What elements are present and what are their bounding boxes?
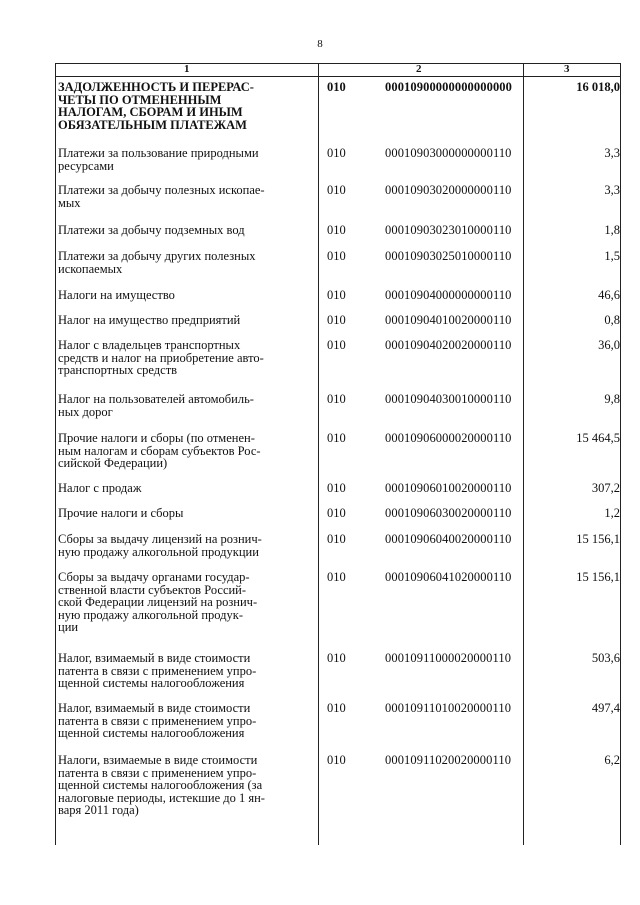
row-admin-code: 010 [327,183,346,197]
row-name: Налог, взимаемый в виде стоимости патента в связи с применением упро- щенной системы налогообложения [58,651,257,690]
row-admin-code: 010 [327,338,346,352]
row-admin-code: 010 [327,651,346,665]
row-budget-code: 00010911010020000110 [385,701,512,715]
row-budget-code: 00010903020000000110 [385,183,512,197]
row-admin-code: 010 [327,532,346,546]
row-name: Налог на пользователей автомобиль- ных дорог [58,392,254,419]
row-amount: 3,3 [604,183,620,197]
row-admin-code: 010 [327,570,346,584]
row-admin-code: 010 [327,392,346,406]
row-amount: 16 018,0 [576,80,620,94]
row-budget-code: 00010903000000000110 [385,146,512,160]
revenue-table [55,63,620,817]
row-admin-code: 010 [327,431,346,445]
header-col-3: 3 [564,63,570,75]
table-border-right [620,63,621,845]
row-budget-code: 00010904030010000110 [385,392,512,406]
row-name: Налоги, взимаемые в виде стоимости патента в связи с применением упро- щенной системы налогообложения (за налоговые периоды, истекшие до 1 ян- варя 2011 года) [58,753,265,817]
row-admin-code: 010 [327,506,346,520]
row-name: Сборы за выдачу лицензий на рознич- ную продажу алкогольной продукции [58,532,262,559]
row-name: Прочие налоги и сборы [58,506,184,520]
row-amount: 0,8 [604,313,620,327]
column-divider-2 [523,63,524,845]
row-amount: 3,3 [604,146,620,160]
row-budget-code: 00010906010020000110 [385,481,512,495]
row-budget-code: 00010906041020000110 [385,570,512,584]
table-border-left [55,63,56,845]
row-budget-code: 00010906040020000110 [385,532,512,546]
row-amount: 6,2 [604,753,620,767]
row-admin-code: 010 [327,313,346,327]
row-budget-code: 00010904010020000110 [385,313,512,327]
row-budget-code: 00010903025010000110 [385,249,512,263]
row-name: Налог с продаж [58,481,142,495]
row-admin-code: 010 [327,288,346,302]
row-name: ЗАДОЛЖЕННОСТЬ И ПЕРЕРАС- ЧЕТЫ ПО ОТМЕНЕННЫМ НАЛОГАМ, СБОРАМ И ИНЫМ ОБЯЗАТЕЛЬНЫМ ПЛАТЕЖАМ [58,80,254,132]
row-name: Прочие налоги и сборы (по отменен- ным налогам и сборам субъектов Рос- сийской Федерации) [58,431,261,470]
row-budget-code: 00010911020020000110 [385,753,512,767]
row-admin-code: 010 [327,481,346,495]
header-col-1: 1 [184,63,190,75]
row-name: Налоги на имущество [58,288,175,302]
row-name: Платежи за пользование природными ресурсами [58,146,259,173]
row-budget-code: 00010906030020000110 [385,506,512,520]
row-amount: 36,0 [598,338,620,352]
row-admin-code: 010 [327,249,346,263]
row-name: Сборы за выдачу органами государ- ственной власти субъектов Россий- ской Федерации лицензий на рознич- ную продажу алкогольной продук- ции [58,570,258,634]
row-amount: 1,8 [604,223,620,237]
table-header [55,63,620,77]
row-amount: 15 464,5 [576,431,620,445]
row-amount: 9,8 [604,392,620,406]
row-name: Налог с владельцев транспортных средств и налог на приобретение авто- транспортных средств [58,338,264,377]
row-budget-code: 00010906000020000110 [385,431,512,445]
row-admin-code: 010 [327,701,346,715]
row-name: Налог, взимаемый в виде стоимости патента в связи с применением упро- щенной системы налогообложения [58,701,257,740]
row-admin-code: 010 [327,223,346,237]
row-budget-code: 00010900000000000000 [385,80,512,94]
row-name: Платежи за добычу подземных вод [58,223,245,237]
row-budget-code: 00010904020020000110 [385,338,512,352]
row-admin-code: 010 [327,146,346,160]
row-name: Платежи за добычу полезных ископае- мых [58,183,265,210]
row-admin-code: 010 [327,80,346,94]
row-budget-code: 00010903023010000110 [385,223,512,237]
row-amount: 1,5 [604,249,620,263]
row-name: Платежи за добычу других полезных ископаемых [58,249,256,276]
row-amount: 15 156,1 [576,532,620,546]
row-amount: 1,2 [604,506,620,520]
row-budget-code: 00010911000020000110 [385,651,512,665]
row-admin-code: 010 [327,753,346,767]
row-amount: 15 156,1 [576,570,620,584]
page-number: 8 [317,38,323,50]
row-amount: 497,4 [591,701,620,715]
row-amount: 46,6 [598,288,620,302]
column-divider-1 [318,63,319,845]
header-col-2: 2 [416,63,422,75]
row-budget-code: 00010904000000000110 [385,288,512,302]
row-name: Налог на имущество предприятий [58,313,241,327]
row-amount: 307,2 [591,481,620,495]
row-amount: 503,6 [591,651,620,665]
